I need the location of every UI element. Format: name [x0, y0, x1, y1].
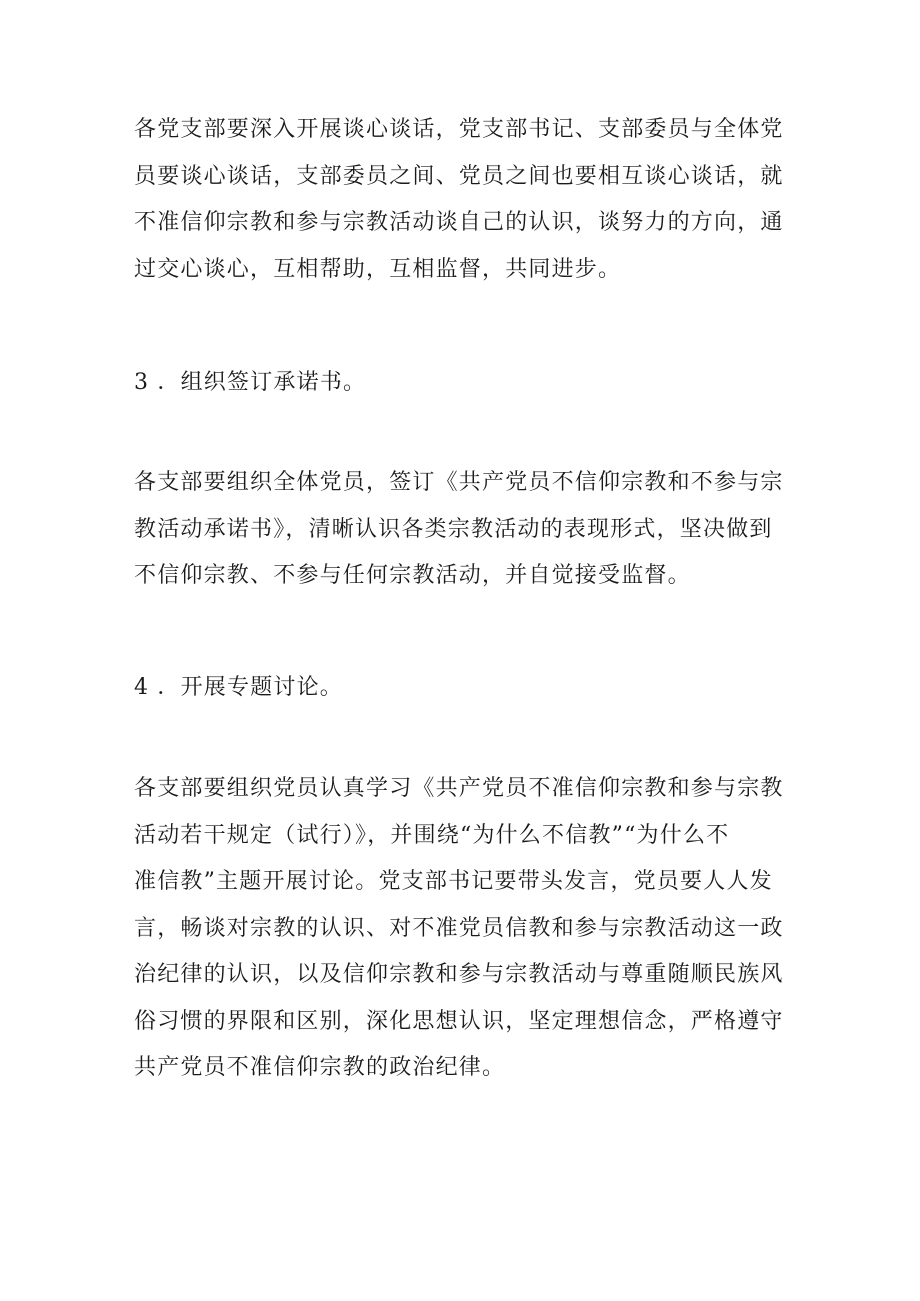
section-heading-4: 4 ．开展专题讨论。: [134, 675, 343, 700]
section-heading-3: 3 ．组织签订承诺书。: [134, 370, 367, 395]
paragraph-line: 治纪律的认识，以及信仰宗教和参与宗教活动与尊重随顺民族风: [134, 962, 784, 987]
paragraph-line: 准信教”主题开展讨论。党支部书记要带头发言，党员要人人发: [134, 869, 773, 894]
paragraph-line: 不准信仰宗教和参与宗教活动谈自己的认识，谈努力的方向，通: [134, 210, 784, 235]
paragraph-line: 不信仰宗教、不参与任何宗教活动，并自觉接受监督。: [134, 563, 691, 588]
paragraph-line: 共产党员不准信仰宗教的政治纪律。: [134, 1055, 506, 1080]
paragraph-talk: [134, 107, 794, 293]
paragraph-line: 教活动承诺书》，清晰认识各类宗教活动的表现形式，坚决做到: [134, 516, 773, 542]
paragraph-discussion: [134, 766, 794, 1092]
paragraph-line: 俗习惯的界限和区别，深化思想认识，坚定理想信念，严格遵守: [134, 1008, 784, 1034]
paragraph-line: 活动若干规定（试行）》，并围绕“为什么不信教”“为什么不: [134, 822, 730, 848]
paragraph-line: 各支部要组织全体党员，签订《共产党员不信仰宗教和不参与宗: [134, 470, 784, 495]
paragraph-line: 过交心谈心，互相帮助，互相监督，共同进步。: [134, 256, 622, 282]
paragraph-line: 员要谈心谈话，支部委员之间、党员之间也要相互谈心谈话，就: [134, 163, 784, 189]
paragraph-line: 言，畅谈对宗教的认识、对不准党员信教和参与宗教活动这一政: [134, 915, 784, 941]
paragraph-pledge: [134, 460, 794, 600]
paragraph-line: 各支部要组织党员认真学习《共产党员不准信仰宗教和参与宗教: [134, 776, 784, 801]
paragraph-line: 各党支部要深入开展谈心谈话，党支部书记、支部委员与全体党: [134, 117, 784, 142]
